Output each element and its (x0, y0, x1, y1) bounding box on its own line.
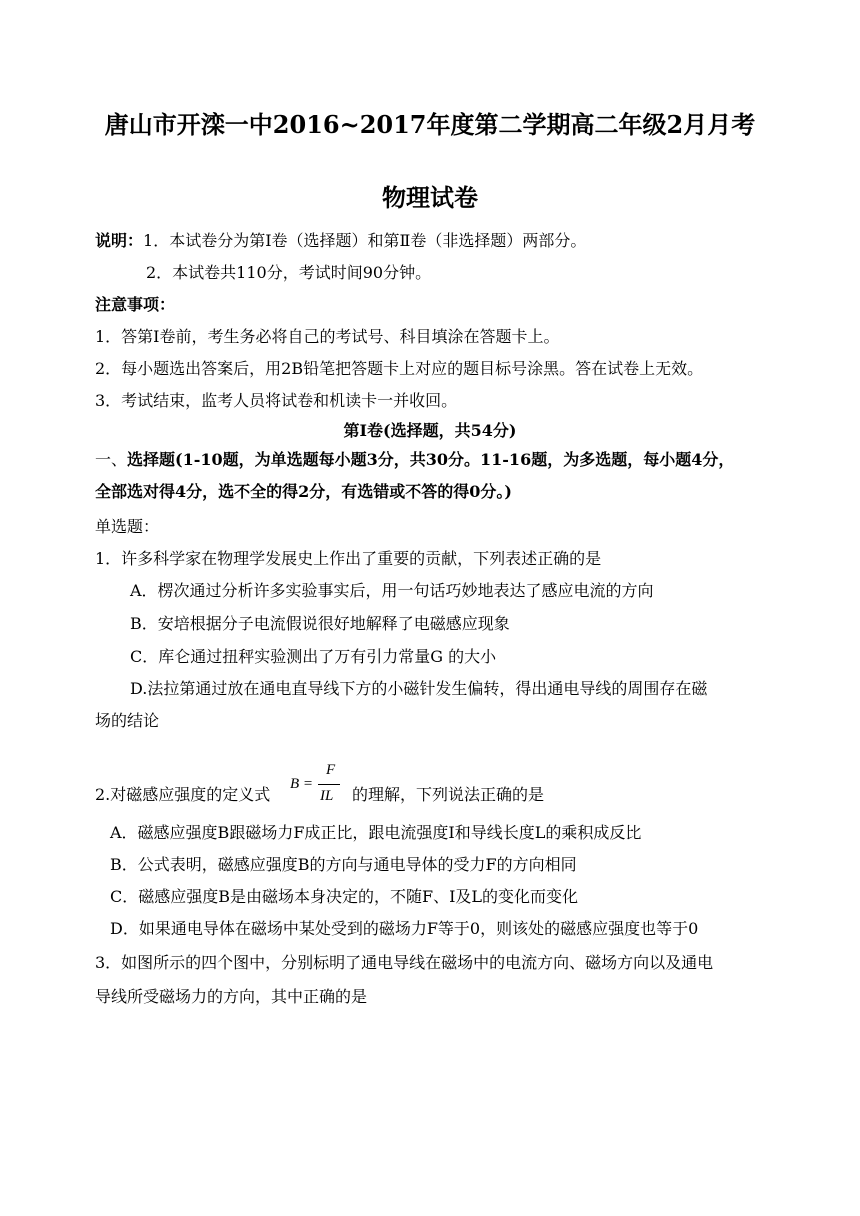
attention-item-2: 2．每小题选出答案后，用2B铅笔把答题卡上对应的题目标号涂黑。答在试卷上无效。 (95, 359, 704, 378)
exam-title: 唐山市开滦一中2016~2017年度第二学期高二年级2月月考 (104, 110, 756, 139)
question-2-option-d: D．如果通电导体在磁场中某处受到的磁场力F等于0，则该处的磁感应强度也等于0 (110, 919, 699, 938)
question-2-stem-pre: 2.对磁感应强度的定义式 (95, 785, 271, 804)
notes-item-1 (95, 231, 586, 251)
notes-lead: 说明： (95, 231, 144, 250)
question-1-option-b: B．安培根据分子电流假说很好地解释了电磁感应现象 (130, 614, 510, 633)
attention-item-1: 1．答第Ⅰ卷前，考生务必将自己的考试号、科目填涂在答题卡上。 (95, 327, 560, 346)
question-1-option-d-line-2: 场的结论 (95, 711, 160, 730)
section-instructions-line-1 (95, 450, 734, 470)
question-3-stem-line-1: 3．如图所示的四个图中，分别标明了通电导线在磁场中的电流方向、磁场方向以及通电 (95, 953, 714, 972)
question-1-option-a: A．楞次通过分析许多实验事实后，用一句话巧妙地表达了感应电流的方向 (130, 581, 654, 600)
fraction-bar (318, 784, 340, 785)
question-1-stem: 1．许多科学家在物理学发展史上作出了重要的贡献，下列表述正确的是 (95, 549, 602, 568)
formula-denominator: IL (320, 788, 334, 804)
exam-subtitle: 物理试卷 (382, 183, 478, 212)
definition-formula (290, 762, 350, 812)
section-instructions-line-2: 全部选对得4分，选不全的得2分，有选错或不答的得0分。) (95, 482, 512, 501)
question-2-option-b: B．公式表明，磁感应强度B的方向与通电导体的受力F的方向相同 (110, 855, 577, 874)
attention-heading: 注意事项： (95, 295, 176, 314)
question-3-stem-line-2: 导线所受磁场力的方向，其中正确的是 (95, 987, 368, 1006)
attention-item-3: 3．考试结束，监考人员将试卷和机读卡一并收回。 (95, 391, 458, 410)
section-instr-text-1: 选择题(1-10题，为单选题每小题3分，共30分。11-16题，为多选题，每小题4分， (127, 450, 735, 469)
notes-item-2: 2．本试卷共110分，考试时间90分钟。 (146, 263, 432, 282)
question-2-stem-post: 的理解，下列说法正确的是 (352, 785, 545, 804)
formula-numerator: F (326, 762, 336, 778)
formula-lhs: B = (290, 776, 314, 792)
question-2-option-c: C．磁感应强度B是由磁场本身决定的，不随F、I及L的变化而变化 (110, 887, 579, 906)
question-2-option-a: A．磁感应强度B跟磁场力F成正比，跟电流强度I和导线长度L的乘积成反比 (110, 823, 642, 842)
section-instr-prefix: 一、 (95, 450, 128, 469)
section-heading: 第Ⅰ卷(选择题，共54分) (343, 421, 517, 440)
question-1-option-d-line-1: D.法拉第通过放在通电直导线下方的小磁针发生偏转，得出通电导线的周围存在磁 (130, 679, 708, 698)
notes-item-1-text: 1．本试卷分为第Ⅰ卷（选择题）和第Ⅱ卷（非选择题）两部分。 (143, 231, 587, 250)
single-choice-label: 单选题： (95, 517, 160, 536)
question-1-option-c: C．库仑通过扭秤实验测出了万有引力常量G 的大小 (130, 647, 497, 666)
